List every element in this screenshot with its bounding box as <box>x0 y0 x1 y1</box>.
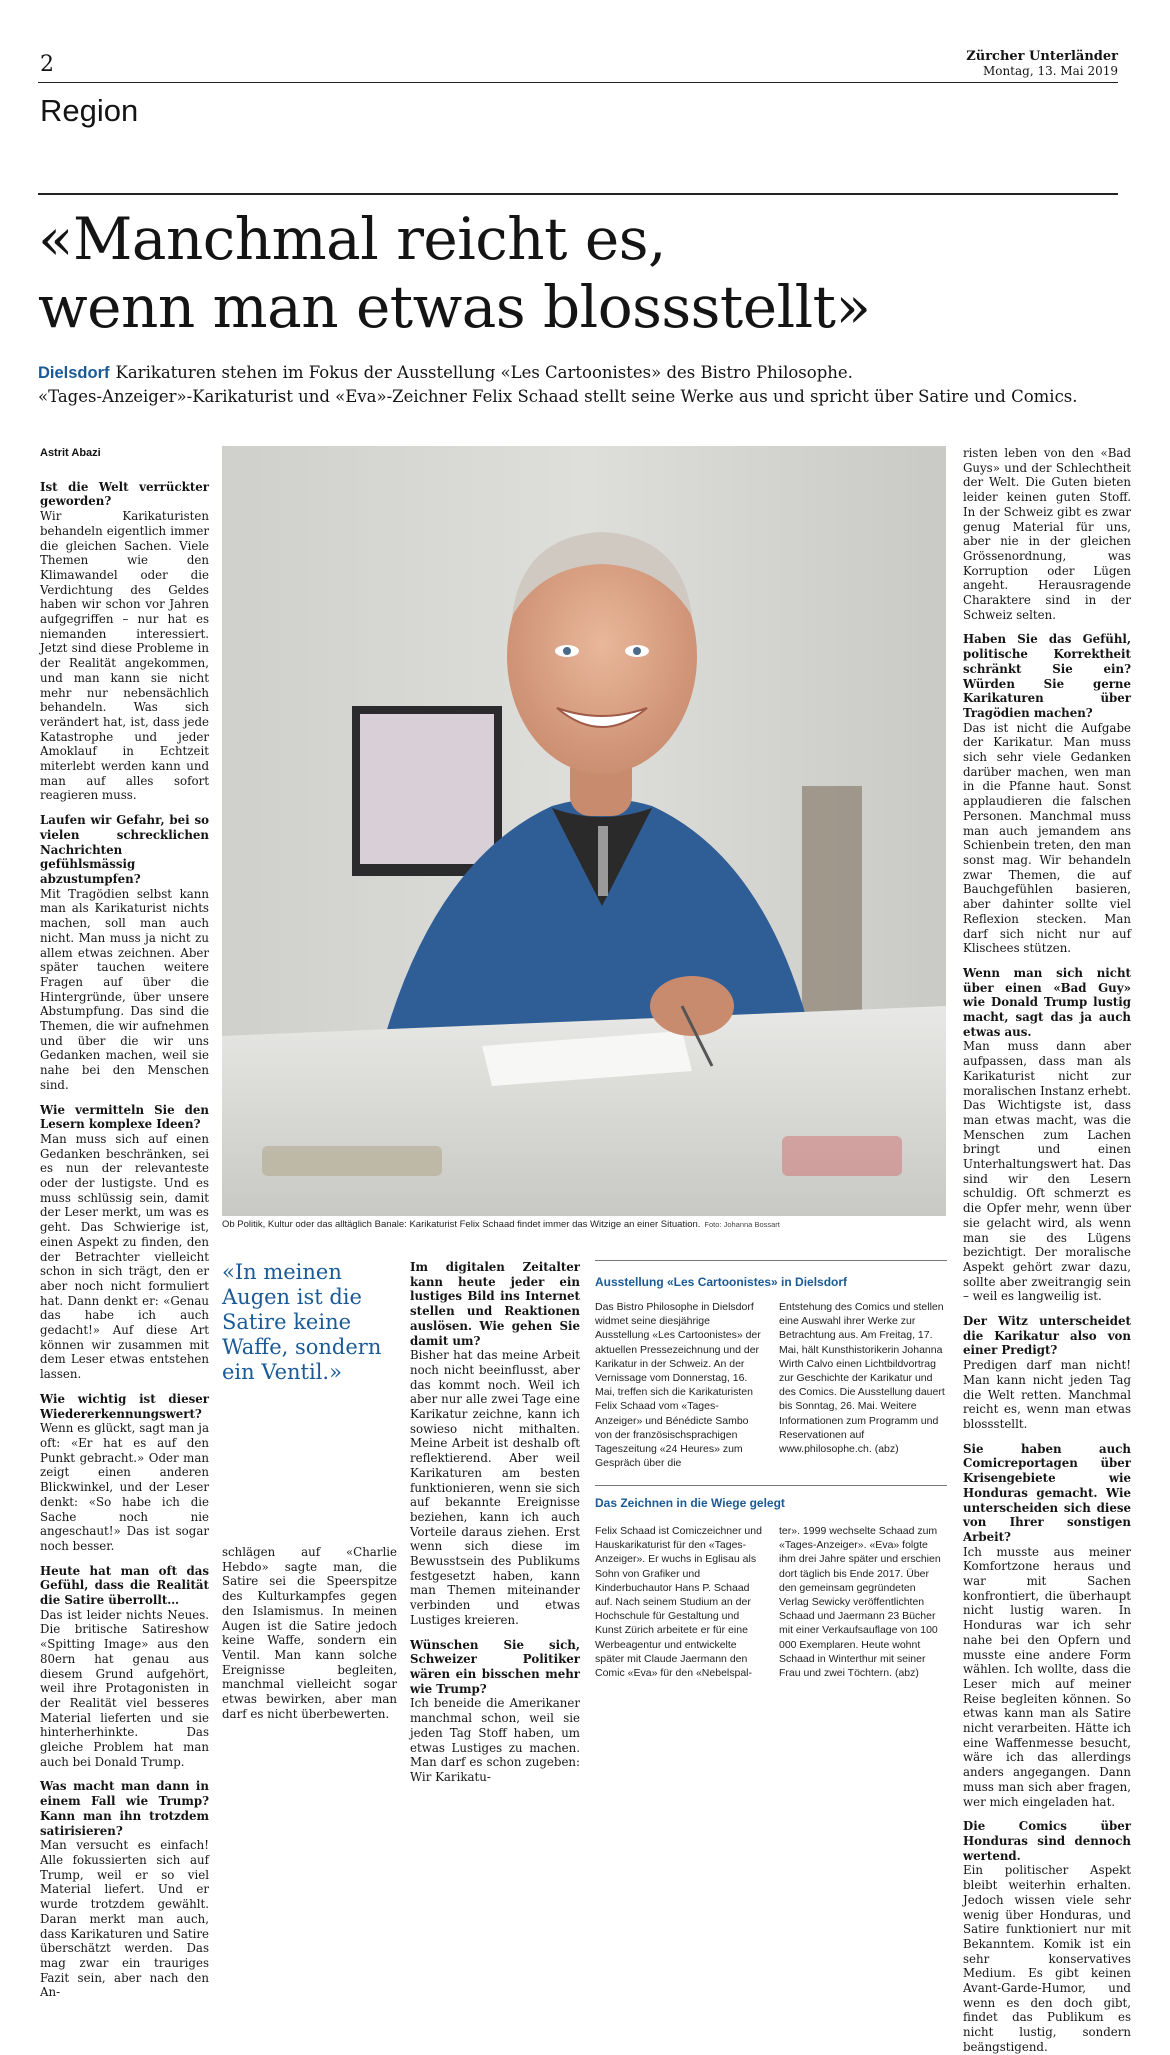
paragraph-gap <box>40 1769 209 1779</box>
section-title: Region <box>40 93 139 128</box>
photo-illustration <box>222 446 946 1216</box>
interview-answer: Das ist leider nichts Neues. Die britische Satireshow «Spitting Image» aus den 80ern hat genau aus diesem Grund aufgehört, weil ihre Protagonisten in der Realität viel besseres Material lieferten und sie hinterherhinkte. Das gleiche Problem hat man auch bei Donald Trump. <box>40 1607 209 1769</box>
header-rule <box>38 82 1118 83</box>
interview-question: Wenn man sich nicht über einen «Bad Guy» wie Donald Trump lustig macht, sagt das ja auch etwas aus. <box>963 965 1131 1039</box>
interview-answer: Man muss sich auf einen Gedanken beschränken, sei es nun der relevanteste oder der lustigste. Und es muss schlüssig sein, damit der Leser merkt, um was es geht. Das Schwierige ist, einen Aspekt zu finden, den der Betrachter vielleicht schon in sich trägt, den er aber noch nicht formuliert hat. Dann denkt er: «Genau das habe ich auch gedacht!» Auf diese Art können wir zusammen mit dem Leser etwas entstehen lassen. <box>40 1131 209 1382</box>
photo-credit: Foto: Johanna Bossart <box>704 1220 780 1229</box>
headline-line-1: «Manchmal reicht es, <box>38 205 666 273</box>
lead-line-1: Karikaturen stehen im Fokus der Ausstellung «Les Cartoonistes» des Bistro Philosophe. <box>115 363 853 382</box>
interview-question: Haben Sie das Gefühl, politische Korrektheit schränkt Sie ein? Würden Sie gerne Karikaturen über Tragödien machen? <box>963 632 1131 720</box>
interview-answer: Mit Tragödien selbst kann man als Karikaturist nichts machen, soll man auch nicht. Man muss ja nicht zu allem etwas zeichnen. Aber später tauchen weitere Fragen auf über die Hintergründe, über unsere Abstumpfung. Das sind die Themen, die wir aufnehmen und über die wir uns Gedanken machen, weil sie nahe bei den Menschen sind. <box>40 886 209 1092</box>
paragraph-gap <box>40 470 209 480</box>
interview-answer: Ich musste aus meiner Komfortzone heraus und war mit Sachen konfrontiert, die überhaupt nicht lustig waren. In Honduras war ich sehr nahe bei den Opfern und musste eine andere Form wählen. Ich wollte, dass die Leser mich auf meiner Reise begleiten können. So etwas kann man als Satire nicht verarbeiten. Hätte ich eine Waffenmesse besucht, wäre ich das allerdings anders angegangen. Dann muss man sich aber fragen, wer mich eingeladen hat. <box>963 1544 1131 1809</box>
article-column-6 <box>963 446 1131 2055</box>
paragraph-gap <box>963 1809 1131 1819</box>
interview-question: Ist die Welt verrückter geworden? <box>40 479 209 509</box>
lead-place: Dielsdorf <box>38 364 110 382</box>
paragraph-gap <box>40 1554 209 1564</box>
portrait-photo <box>222 446 946 1216</box>
article-column-1 <box>40 446 209 2000</box>
interview-answer: Das ist nicht die Aufgabe der Karikatur. Man muss sich sehr viele Gedanken darüber machen, wen man in die Pfanne haut. Sonst applaudieren die falschen Personen. Manchmal muss man auch jemandem ans Schienbein treten, den man sonst mag. Wir behandeln zwar Themen, die auf Bauchgefühlen basieren, aber dahinter sollte viel Reflexion stecken. Man darf sich nicht nur auf Klischees stützen. <box>963 720 1131 956</box>
interview-answer: schlägen auf «Charlie Hebdo» sagte man, die Satire sei die Speerspitze des Kulturkampfes gegen den Islamismus. In meinen Augen ist die Satire jedoch keine Waffe, sondern ein Ventil. Man kann solche Ereignisse begleiten, manchmal vielleicht sogar etwas bewirken, aber man darf es nicht überbewerten. <box>222 1545 397 1721</box>
paragraph-gap <box>963 956 1131 966</box>
article-column-2 <box>222 1545 397 1721</box>
interview-answer: Predigen darf man nicht! Man kann nicht jeden Tag die Welt retten. Manchmal reicht es, wenn man etwas blossstellt. <box>963 1358 1131 1431</box>
caption-text: Ob Politik, Kultur oder das alltäglich Banale: Karikaturist Felix Schaad findet immer das Witzige an einer Situation. <box>222 1219 701 1230</box>
photo-caption <box>222 1219 946 1230</box>
interview-question: Was macht man dann in einem Fall wie Trump? Kann man ihn trotzdem satirisieren? <box>40 1779 209 1838</box>
interview-answer: Wir Karikaturisten behandeln eigentlich immer die gleichen Sachen. Viele Themen wie den Klimawandel oder die Verdichtung des Geldes haben wir schon vor Jahren aufgegriffen – nur hat es niemanden interessiert. Jetzt sind diese Probleme in der Realität angekommen, und man kann sie nicht mehr nur nebensächlich behandeln. Was sich verändert hat, ist, dass jede Katastrophe und jeder Amoklauf in Echtzeit miterlebt werden kann und man auf alles sofort reagieren muss. <box>40 509 209 803</box>
page-number: 2 <box>40 52 54 77</box>
box2-top-rule <box>595 1485 947 1486</box>
paragraph-gap <box>40 803 209 813</box>
author-byline: Astrit Abazi <box>40 447 101 459</box>
interview-answer: Man muss dann aber aufpassen, dass man als Karikaturist nicht zur moralischen Instanz erhebt. Das Wichtigste ist, dass man etwas macht, was die Menschen zum Lachen bringt und einen Unterhaltungswert hat. Das sind wir den Lesern schuldig. Oft schmerzt es die Opfer mehr, wenn über sie gelacht wird, als wenn man sie des Lügens bezichtigt. Der moralische Aspekt gehört zwar dazu, sollte aber zweitrangig sein – weil es langweilig ist. <box>963 1039 1131 1304</box>
issue-date: Montag, 13. Mai 2019 <box>982 64 1118 78</box>
interview-question: Heute hat man oft das Gefühl, dass die Realität die Satire überrollt… <box>40 1563 209 1608</box>
interview-answer: risten leben von den «Bad Guys» und der Schlechtheit der Welt. Die Guten bieten leider keinen guten Stoff. In der Schweiz gibt es zwar genug Material für uns, aber nie in der gleichen Grössenordnung, was Korruption oder Lügen angeht. Herausragende Charaktere sind in der Schweiz selten. <box>963 446 1131 622</box>
interview-answer: Man versucht es einfach! Alle fokussierten sich auf Trump, weil er so viel Material liefert. Und er wurde trotzdem gewählt. Daran merkt man auch, dass Karikaturen und Satire überschätzt werden. Das mag zwar ein trauriges Fazit sein, aber nach den An- <box>40 1838 209 2000</box>
box1-top-rule <box>595 1260 947 1261</box>
headline-rule <box>38 193 1118 195</box>
interview-question: Die Comics über Honduras sind dennoch wertend. <box>963 1819 1131 1863</box>
interview-question: Wie wichtig ist dieser Wiedererkennungswert? <box>40 1391 209 1421</box>
paragraph-gap <box>963 622 1131 632</box>
interview-question: Wünschen Sie sich, Schweizer Politiker wären ein bisschen mehr wie Trump? <box>410 1637 580 1696</box>
paragraph-gap <box>963 1304 1131 1314</box>
pull-quote: «In meinen Augen ist die Satire keine Waffe, sondern ein Ventil.» <box>222 1260 382 1384</box>
box2-column-b: ter». 1999 wechselte Schaad zum «Tages-Anzeiger». «Eva» folgte ihm drei Jahre später und erschien dort täglich bis Ende 2017. Über den gemeinsam gegründeten Verlag Sewicky veröffentlichten Schaad und Jaermann 23 Bücher mit einer Verkaufsauflage von 100 000 Exemplaren. Heute wohnt Schaad in Winterthur mit seiner Frau und zwei Töchtern. (abz) <box>779 1525 941 1680</box>
paragraph-gap <box>410 1628 580 1638</box>
box1-column-b: Entstehung des Comics und stellen eine Auswahl ihrer Werke zur Betrachtung aus. Am Freitag, 17. Mai, hält Kunsthistorikerin Johanna Wirth Calvo einen Lichtbildvortrag zur Geschichte der Karikatur und des Comics. Die Ausstellung dauert bis Sonntag, 26. Mai. Weitere Informationen zum Programm und Reservationen auf www.philosophe.ch. (abz) <box>779 1301 945 1456</box>
box1-column-a: Das Bistro Philosophe in Dielsdorf widmet seine diesjährige Ausstellung «Les Cartoonistes» der aktuellen Pressezeichnung und der Karikatur in der Schweiz. An der Vernissage vom Donnerstag, 16. Mai, treffen sich die Karikaturisten Felix Schaad vom «Tages-Anzeiger» und Bénédicte Sambo von der französischsprachigen Tageszeitung «24 Heures» zum Gespräch über die <box>595 1301 761 1470</box>
paragraph-gap <box>963 1432 1131 1442</box>
box2-column-a: Felix Schaad ist Comiczeichner und Hauskarikaturist für den «Tages-Anzeiger». Er wuchs in Eglisau als Sohn von Grafiker und Kinderbuchautor Hans P. Schaad auf. Nach seinem Studium an der Hochschule für Gestaltung und Kunst Zürich arbeitete er für eine Werbeagentur und entwickelte später mit Claude Jaermann den Comic «Eva» für den «Nebelspal- <box>595 1525 762 1680</box>
paragraph-gap <box>40 1382 209 1392</box>
box2-title: Das Zeichnen in die Wiege gelegt <box>595 1496 785 1510</box>
lead-line-2: «Tages-Anzeiger»-Karikaturist und «Eva»-Zeichner Felix Schaad stellt seine Werke aus und spricht über Satire und Comics. <box>38 387 1078 406</box>
interview-question: Der Witz unterscheidet die Karikatur also von einer Predigt? <box>963 1314 1131 1358</box>
article-column-3 <box>410 1260 580 1785</box>
publication-name: Zürcher Unterländer <box>966 49 1118 64</box>
interview-answer: Ich beneide die Amerikaner manchmal schon, weil sie jeden Tag Stoff haben, um etwas Lustiges zu machen. Man darf es schon zugeben: Wir Karikatu- <box>410 1696 580 1784</box>
headline <box>38 205 1118 341</box>
interview-answer: Wenn es glückt, sagt man ja oft: «Er hat es auf den Punkt gebracht.» Oder man zeigt einen anderen Blickwinkel, und der Leser denkt: «So habe ich die Sache noch nie angeschaut!» Das ist sogar noch besser. <box>40 1421 209 1553</box>
interview-answer: Bisher hat das meine Arbeit noch nicht beeinflusst, aber das kommt noch. Weil ich aber nur alle zwei Tage eine Karikatur zeichne, kann ich sowieso nicht mithalten. Meine Arbeit ist deshalb oft reflektierend. Aber weil Karikaturen am besten funktionieren, wenn sie sich auf bekannte Ereignisse beziehen, kann ich auch Vorteile daraus ziehen. Erst wenn sich diese im Bewusstsein des Publikums festgesetzt haben, kann man Themen miteinander verbinden und etwas Lustiges kreieren. <box>410 1348 580 1627</box>
interview-question: Laufen wir Gefahr, bei so vielen schrecklichen Nachrichten gefühlsmässig abzustumpfen? <box>40 813 209 886</box>
paragraph-gap <box>40 1093 209 1103</box>
interview-answer: Ein politischer Aspekt bleibt weiterhin erhalten. Jedoch wissen viele sehr wenig über Honduras, und Satire funktioniert nur mit Bekanntem. Komik ist ein sehr konservatives Medium. Es gibt keinen Avant-Garde-Humor, und wenn es den doch gibt, findet das Publikum es nicht lustig, sondern beängstigend. <box>963 1863 1131 2054</box>
interview-question: Sie haben auch Comicreportagen über Krisengebiete wie Honduras gemacht. Wie unterscheiden sich diese von Ihrer sonstigen Arbeit? <box>963 1441 1131 1544</box>
lead-text <box>38 361 1118 408</box>
interview-question: Wie vermitteln Sie den Lesern komplexe Ideen? <box>40 1102 209 1132</box>
interview-question: Im digitalen Zeitalter kann heute jeder ein lustiges Bild ins Internet stellen und Reaktionen auslösen. Wie gehen Sie damit um? <box>410 1260 580 1348</box>
box1-title: Ausstellung «Les Cartoonistes» in Dielsdorf <box>595 1275 848 1289</box>
headline-line-2: wenn man etwas blossstellt» <box>38 273 871 341</box>
